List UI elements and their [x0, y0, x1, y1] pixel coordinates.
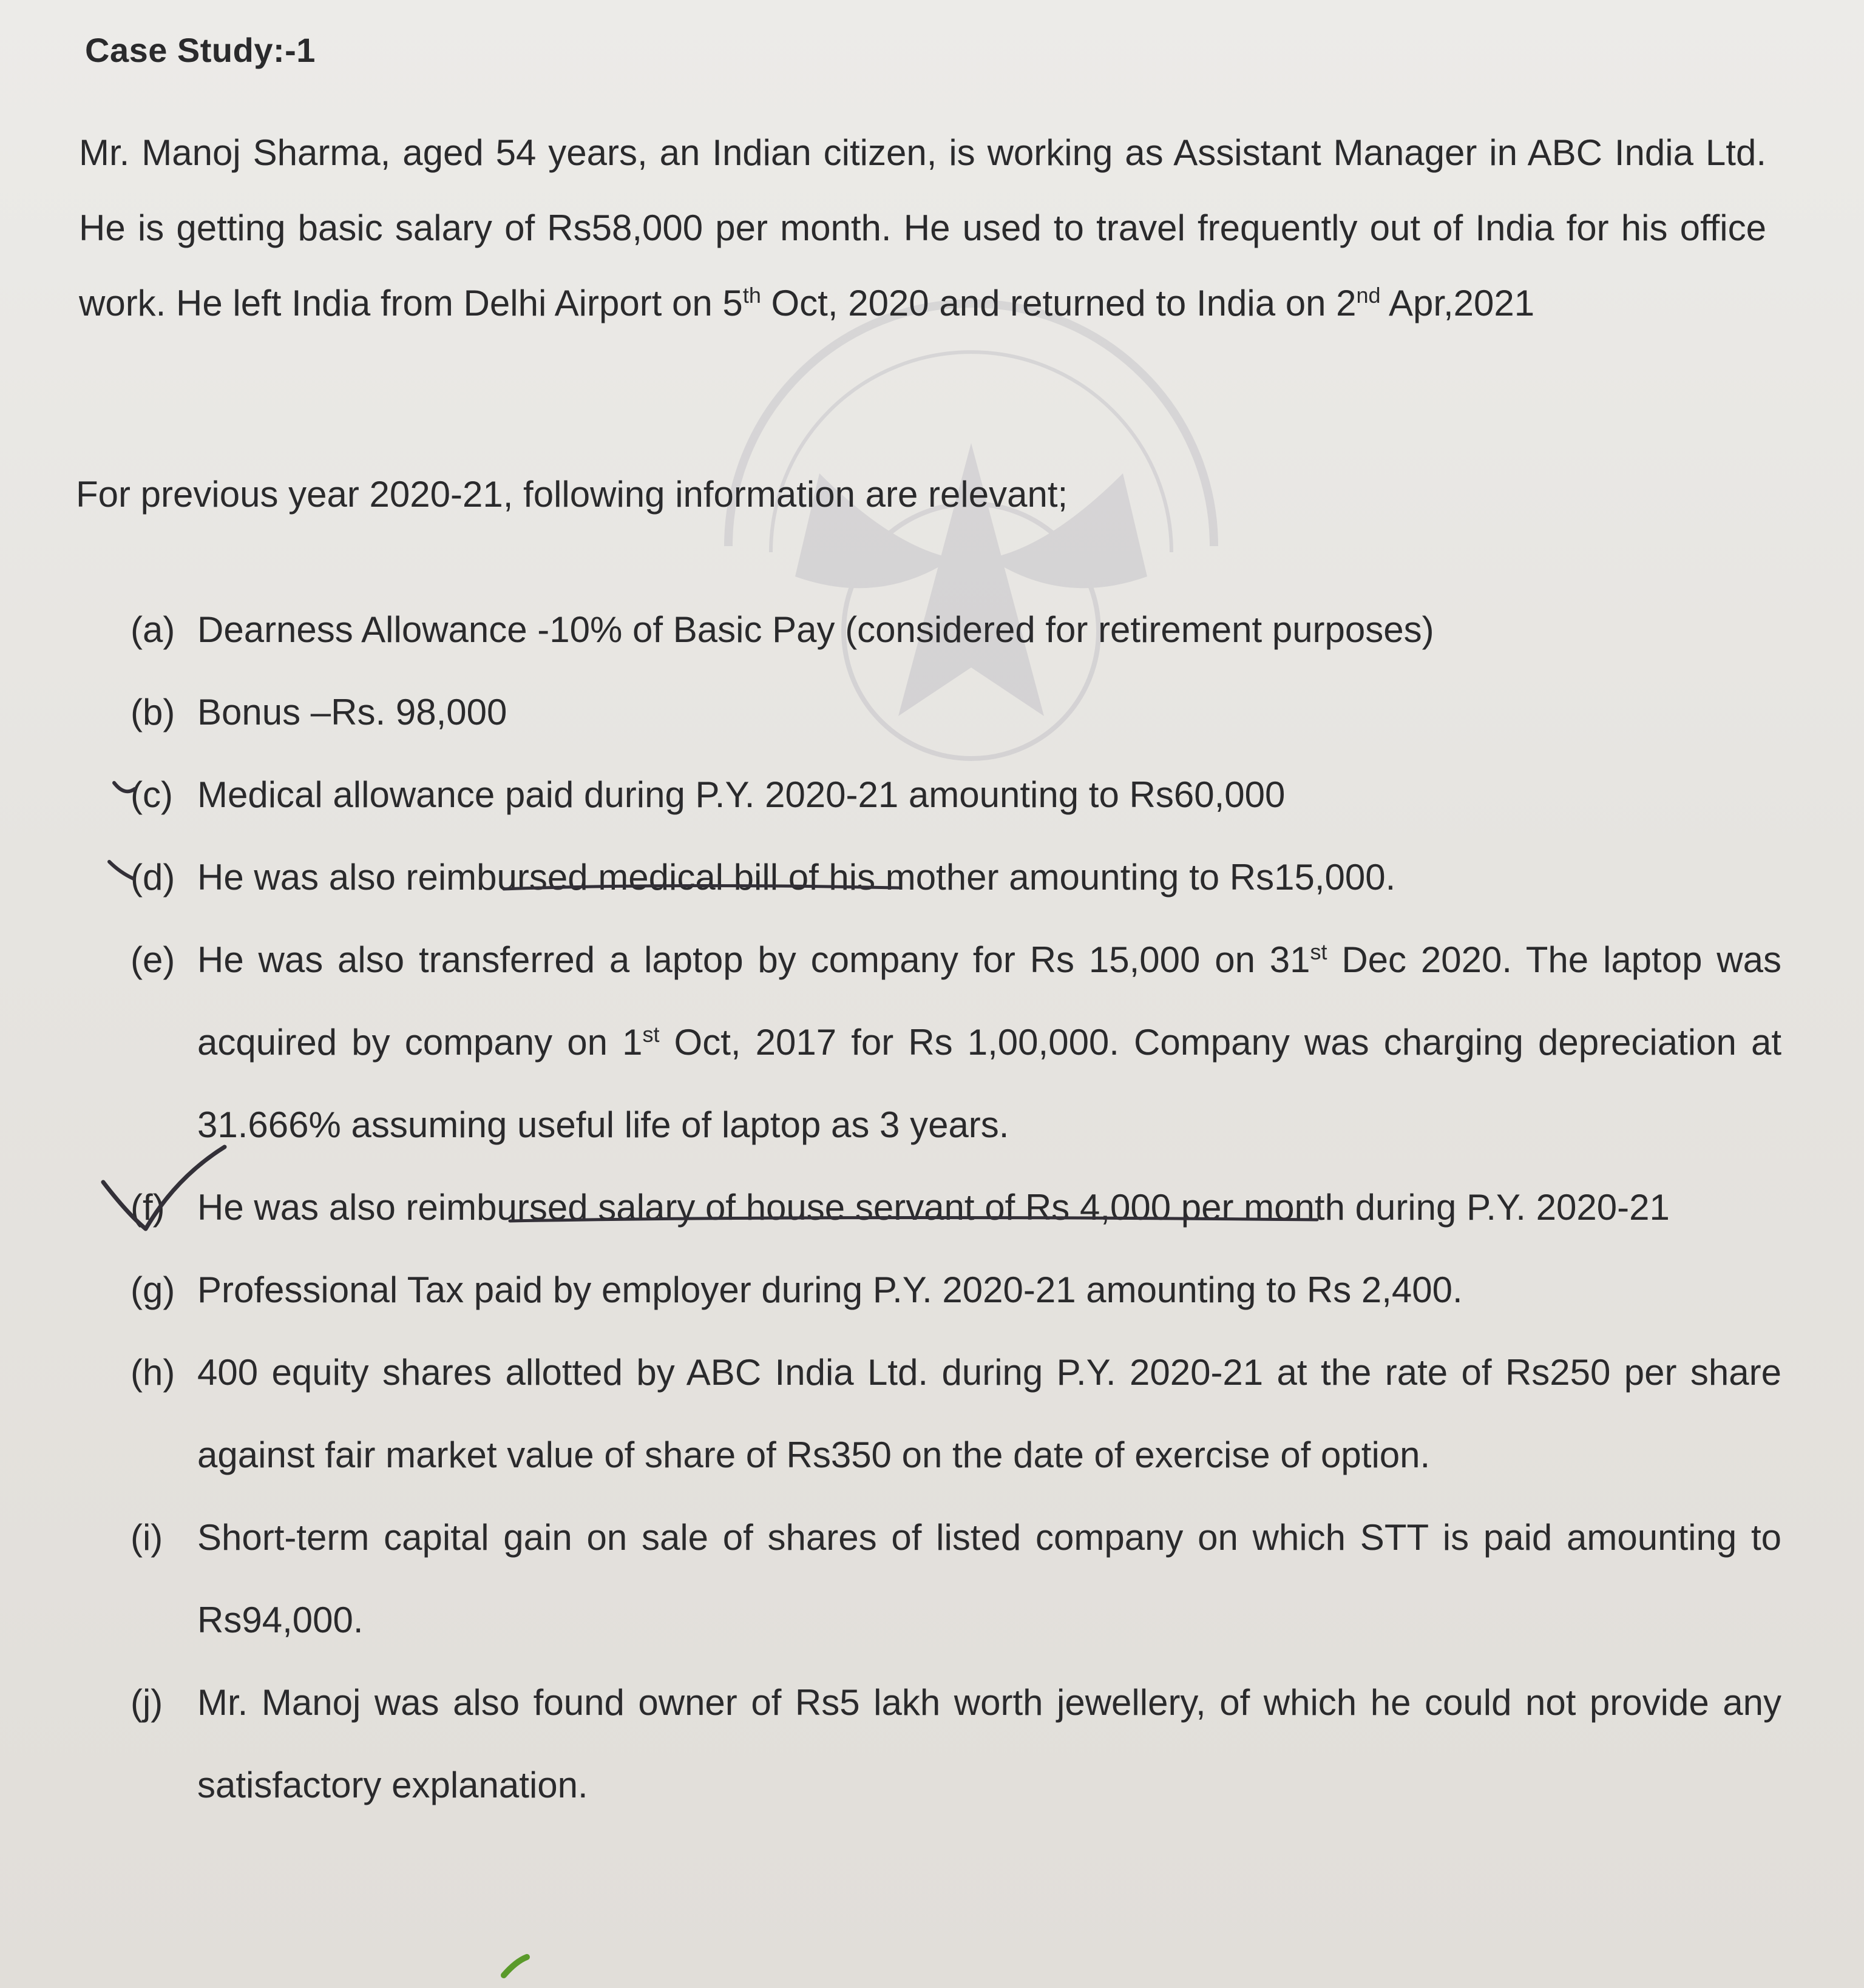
list-item-h	[130, 1331, 1781, 1496]
item-label: (f)	[130, 1187, 165, 1228]
item-label: (b)	[130, 692, 175, 732]
item-label: (d)	[130, 857, 175, 898]
item-label: (e)	[130, 939, 175, 980]
item-text: 400 equity shares allotted by ABC India Ltd. during P.Y. 2020-21 at the rate of Rs250 per share against fair market value of share of Rs350 on the date of exercise of option.	[197, 1352, 1781, 1475]
item-label: (h)	[130, 1352, 175, 1393]
item-text: Dearness Allowance -10% of Basic Pay (considered for retirement purposes)	[197, 609, 1434, 650]
item-e-text-part-2: Dec 2020. The laptop was acquired by company on 1	[197, 939, 1781, 1063]
item-text: He was also reimbursed medical bill of his mother amounting to Rs15,000.	[197, 857, 1396, 898]
tick-mark-d-icon	[109, 862, 134, 879]
list-item-a	[130, 589, 1781, 671]
item-text: Professional Tax paid by employer during P.Y. 2020-21 amounting to Rs 2,400.	[197, 1270, 1463, 1310]
item-label: (a)	[130, 609, 175, 650]
item-text: He was also reimbursed salary of house servant of Rs 4,000 per month during P.Y. 2020-21	[197, 1187, 1670, 1228]
information-list	[130, 589, 1781, 1827]
intro-paragraph	[79, 115, 1766, 341]
item-label: (g)	[130, 1270, 175, 1310]
item-text	[197, 919, 1781, 1166]
case-study-heading: Case Study:-1	[85, 31, 316, 69]
item-e-superscript-1: st	[1310, 939, 1327, 964]
intro-superscript-1: th	[742, 283, 761, 308]
item-text: Medical allowance paid during P.Y. 2020-21 amounting to Rs60,000	[197, 774, 1286, 815]
item-label: (i)	[130, 1517, 163, 1558]
intro-text-part-1: Mr. Manoj Sharma, aged 54 years, an Indian citizen, is working as Assistant Manager in ABC India Ltd. He is getting basic salary of Rs58,000 per month. He used to travel frequently out of India for his office work. He left India from Delhi Airport on 5	[79, 132, 1766, 323]
list-item-c	[130, 754, 1781, 836]
intro-superscript-2: nd	[1356, 283, 1381, 308]
item-label: (j)	[130, 1682, 163, 1723]
item-e-text-part-1: He was also transferred a laptop by company for Rs 15,000 on 31	[197, 939, 1310, 980]
list-item-j	[130, 1662, 1781, 1827]
item-e-text-part-3: Oct, 2017 for Rs 1,00,000. Company was charging depreciation at 31.666% assuming useful life of laptop as 3 years.	[197, 1022, 1781, 1145]
item-label: (c)	[130, 774, 173, 815]
intro-text-part-3: Apr,2021	[1380, 283, 1535, 323]
lead-sentence: For previous year 2020-21, following information are relevant;	[76, 474, 1068, 515]
list-item-e	[130, 919, 1781, 1166]
list-item-i	[130, 1496, 1781, 1662]
item-text: Short-term capital gain on sale of shares of listed company on which STT is paid amounting to Rs94,000.	[197, 1517, 1781, 1640]
list-item-f	[130, 1166, 1781, 1249]
list-item-d	[130, 836, 1781, 919]
green-pen-mark-icon	[504, 1957, 527, 1975]
item-text: Mr. Manoj was also found owner of Rs5 lakh worth jewellery, of which he could not provide any satisfactory explanation.	[197, 1682, 1781, 1805]
item-e-superscript-2: st	[642, 1022, 660, 1047]
item-text: Bonus –Rs. 98,000	[197, 692, 507, 732]
list-item-b	[130, 671, 1781, 754]
list-item-g	[130, 1249, 1781, 1331]
intro-text-part-2: Oct, 2020 and returned to India on 2	[761, 283, 1357, 323]
